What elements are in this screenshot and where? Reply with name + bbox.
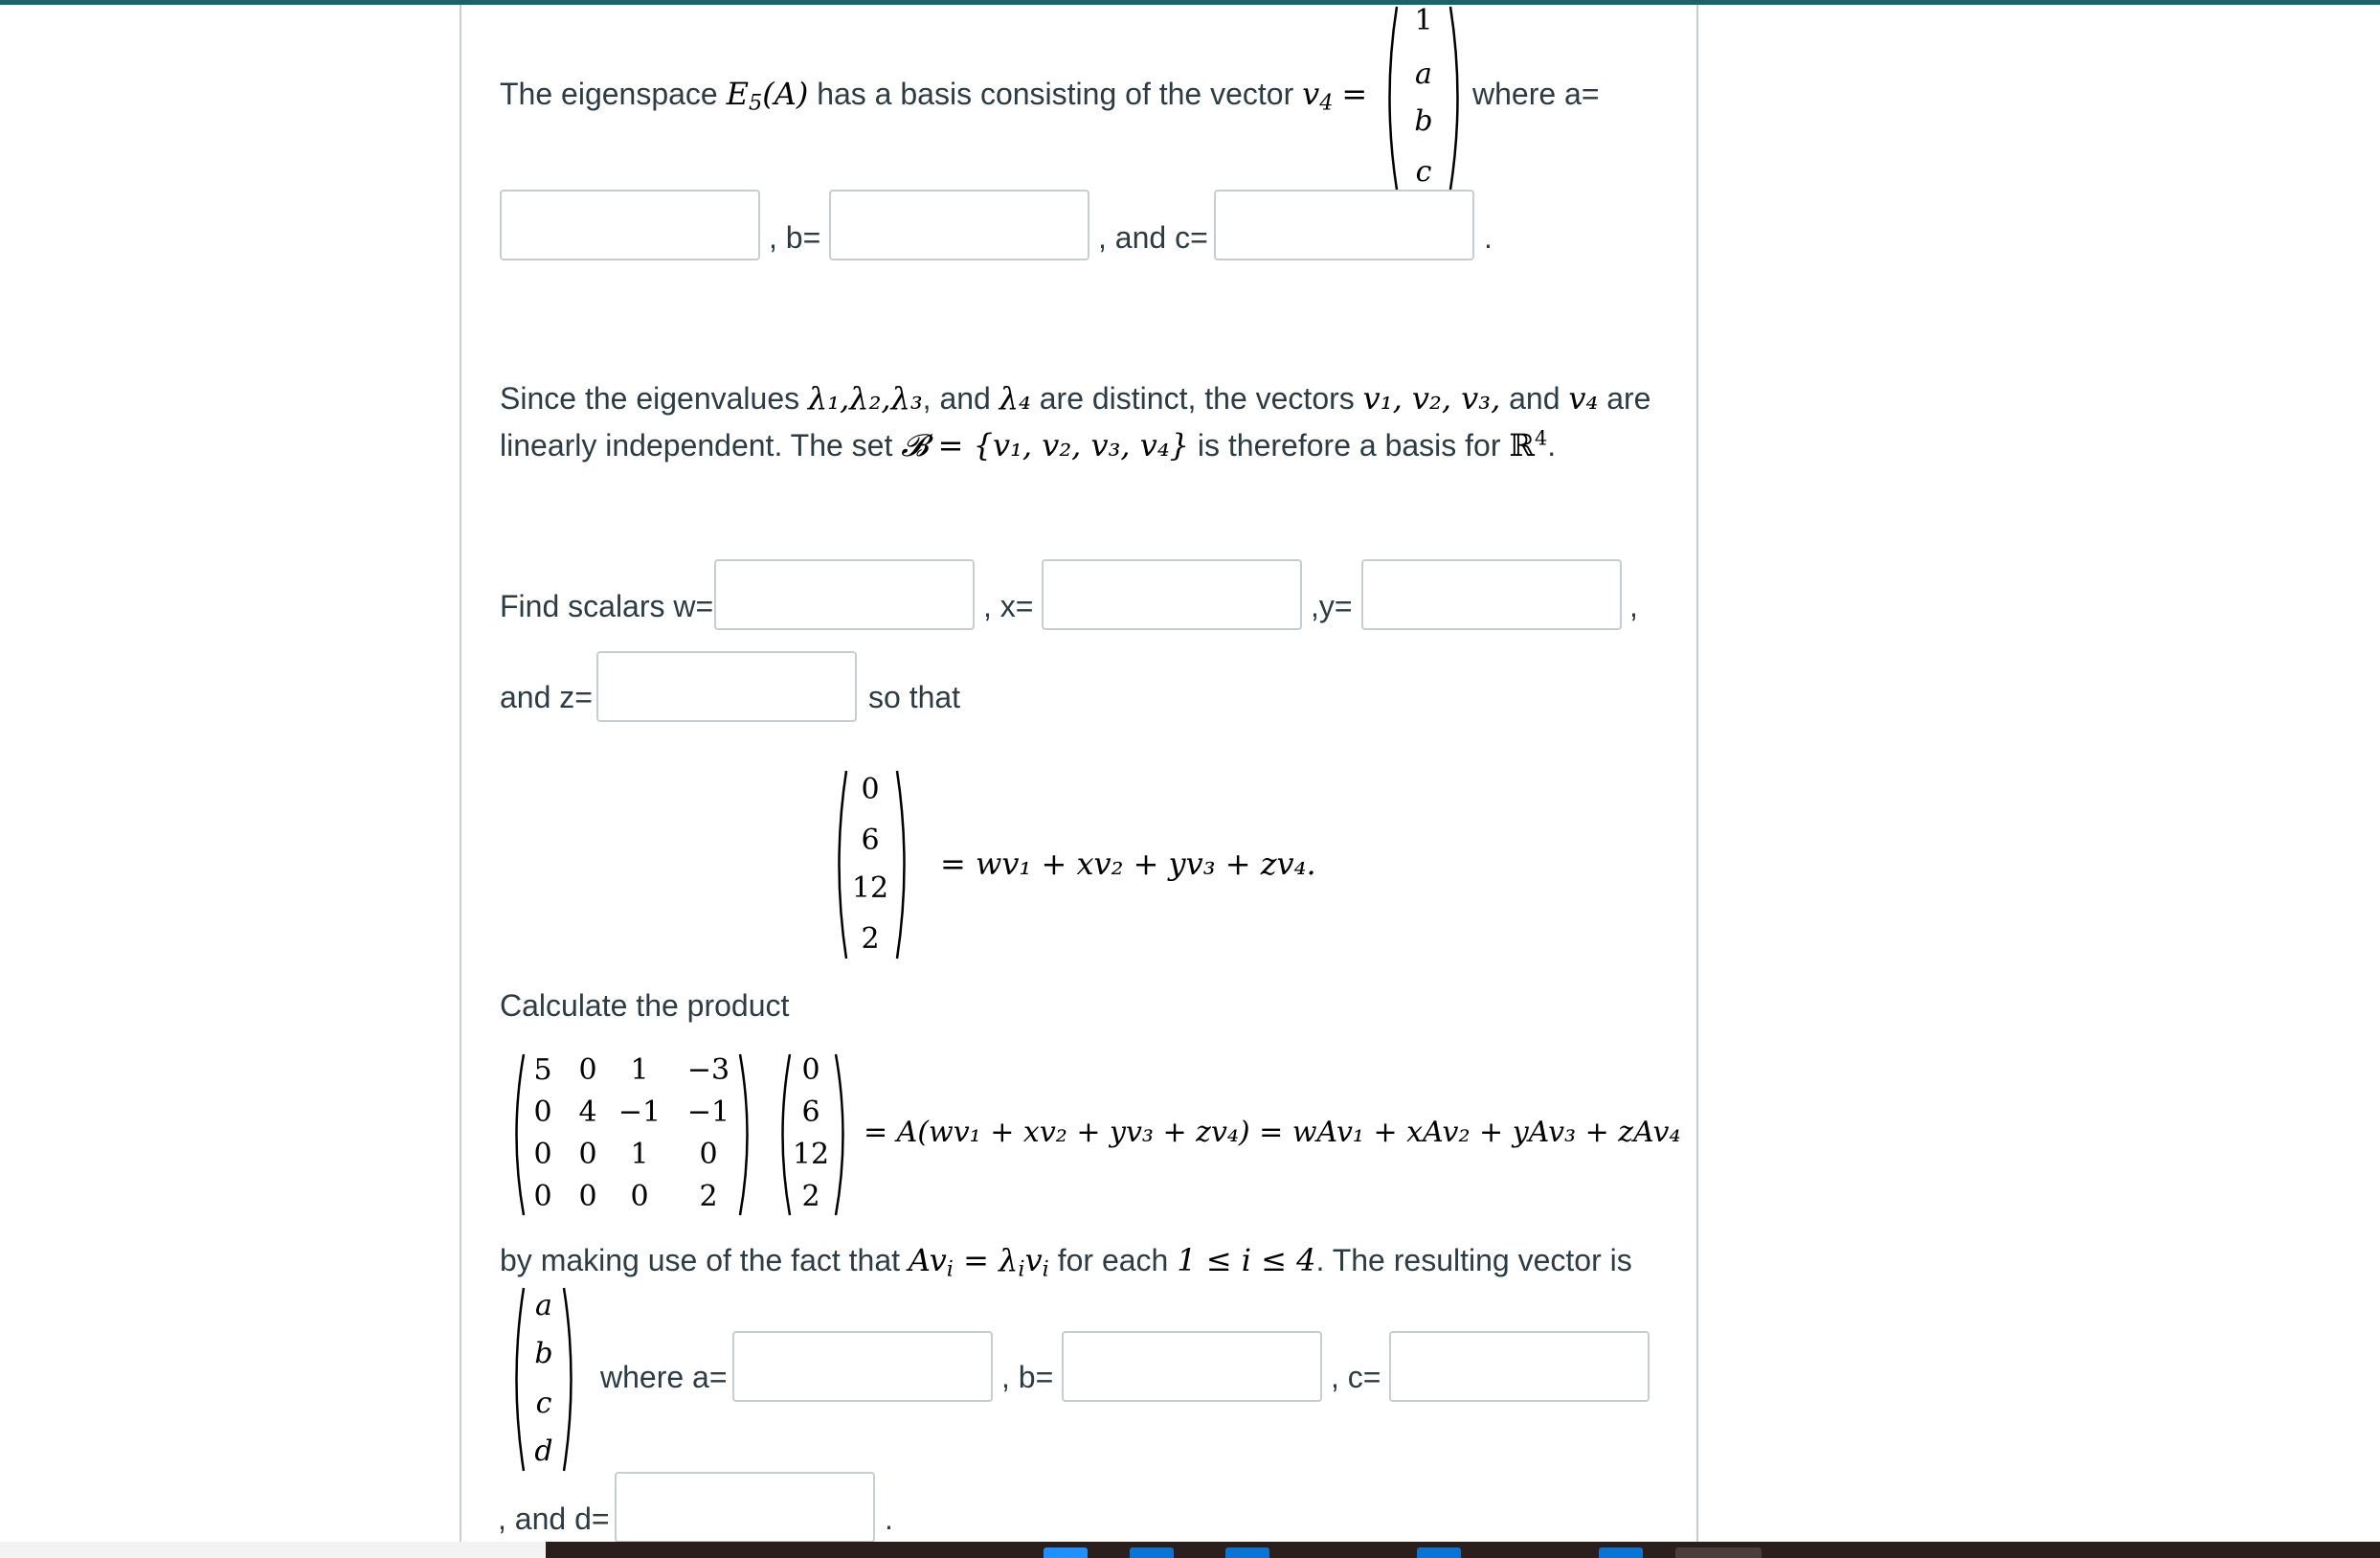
q1-vector-entry: 1 — [1414, 4, 1433, 37]
q1-text — [500, 76, 1368, 116]
eigenvalue-4: λ₄ — [999, 380, 1031, 417]
product-vector-right-paren — [833, 1052, 852, 1217]
product-vector-entry: 2 — [801, 1180, 820, 1213]
result-b-input[interactable] — [1062, 1331, 1322, 1402]
w-input[interactable] — [714, 559, 975, 630]
target-vector-right-paren — [894, 769, 913, 960]
q1-where-label: where a= — [1472, 77, 1600, 111]
result-vector-entry: b — [534, 1337, 553, 1370]
q1-middle: has a basis consisting of the vector — [817, 77, 1294, 111]
matrix-cell: −1 — [617, 1095, 662, 1129]
q1-vector-entry: a — [1415, 57, 1432, 91]
taskbar-app-icon[interactable] — [1225, 1547, 1269, 1558]
y-input[interactable] — [1361, 559, 1622, 630]
q1-a-input[interactable] — [500, 190, 760, 260]
matrix-cell: 0 — [578, 1180, 597, 1213]
result-d-input[interactable] — [615, 1472, 875, 1543]
para-line-2: linearly independent. The set 𝓑 = {v₁, v₂, v₃, v₄} is therefore a basis for ℝ$^4$. — [500, 426, 1557, 463]
q1-c-label: , and c= — [1098, 220, 1208, 255]
target-vector-entry: 0 — [861, 773, 880, 806]
matrix-cell: 0 — [533, 1180, 552, 1213]
result-vector-entry: d — [534, 1434, 553, 1468]
matrix-cell: 0 — [533, 1138, 552, 1171]
result-a-input[interactable] — [732, 1331, 993, 1402]
eigenvalues-list: λ₁,λ₂,λ₃ — [808, 380, 923, 417]
matrix-cell: 0 — [533, 1095, 552, 1129]
index-range: 1 ≤ i ≤ 4 — [1177, 1242, 1316, 1278]
matrix-cell: −3 — [686, 1053, 730, 1087]
question-panel — [460, 5, 1698, 1542]
so-that-label: so that — [868, 680, 961, 714]
taskbar-app-icon[interactable] — [1417, 1547, 1461, 1558]
taskbar-app-icon[interactable] — [1599, 1547, 1643, 1558]
product-equation: = A(wv₁ + xv₂ + yv₃ + zv₄) = wAv₁ + xAv₂ + yAv₃ + zAv₄ — [864, 1116, 1681, 1149]
matrix-cell: 0 — [630, 1180, 649, 1213]
basis-set: 𝓑 = {v₁, v₂, v₃, v₄} — [901, 427, 1190, 463]
q1-vector-entry: b — [1414, 104, 1433, 138]
product-vector-entry: 12 — [792, 1138, 830, 1171]
z-input[interactable] — [596, 651, 857, 722]
q1-b-label: , b= — [769, 220, 821, 255]
product-vector-entry: 6 — [801, 1095, 820, 1129]
result-c-input[interactable] — [1389, 1331, 1650, 1402]
matrix-cell: −1 — [686, 1095, 730, 1129]
q1-vector-right-paren — [1448, 5, 1467, 192]
matrix-right-paren — [737, 1052, 756, 1217]
matrix-cell: 2 — [699, 1180, 718, 1213]
scalar-equation: = wv₁ + xv₂ + yv₃ + zv₄. — [940, 846, 1316, 882]
q1-eq: = — [1341, 76, 1368, 112]
q1-space: $E_5(A)$ — [726, 76, 809, 116]
fact-formula: $Av_i = \lambda_iv_i$ — [908, 1242, 1049, 1282]
q1-vector-left-paren — [1381, 5, 1400, 192]
taskbar-app-icon[interactable] — [1044, 1547, 1088, 1558]
r4-symbol: ℝ$^4$ — [1509, 426, 1548, 463]
result-vector-entry: c — [535, 1387, 552, 1420]
result-vector-right-paren — [561, 1286, 580, 1473]
x-label: , x= — [983, 589, 1034, 623]
and-z-label: and z= — [500, 680, 593, 714]
result-end: . — [885, 1502, 893, 1536]
result-d-label: , and d= — [498, 1502, 610, 1536]
result-c-label: , c= — [1331, 1360, 1381, 1394]
y-comma: , — [1629, 589, 1638, 623]
target-vector-entry: 2 — [861, 922, 880, 956]
target-vector-entry: 12 — [851, 871, 889, 905]
matrix-cell: 0 — [699, 1138, 718, 1171]
x-input[interactable] — [1042, 559, 1302, 630]
matrix-cell: 0 — [578, 1053, 597, 1087]
y-label: ,y= — [1311, 589, 1353, 623]
q1-end: . — [1484, 220, 1493, 255]
matrix-cell: 1 — [630, 1053, 649, 1087]
para-line-1: Since the eigenvalues λ₁,λ₂,λ₃, and λ₄ are distinct, the vectors v₁, v₂, v₃, and v₄ are — [500, 380, 1651, 417]
q1-c-input[interactable] — [1214, 190, 1474, 260]
vectors-list: v₁, v₂, v₃, — [1362, 380, 1501, 417]
vector-4: v₄ — [1568, 380, 1599, 417]
product-vector-entry: 0 — [801, 1053, 820, 1087]
q1-b-input[interactable] — [829, 190, 1089, 260]
q1-vector-entry: c — [1415, 155, 1432, 189]
q1-prefix: The eigenspace — [500, 77, 718, 111]
taskbar-active-app[interactable] — [1675, 1547, 1762, 1558]
matrix-cell: 0 — [578, 1138, 597, 1171]
matrix-cell: 5 — [533, 1053, 552, 1087]
taskbar — [546, 1542, 2380, 1558]
find-scalars-label: Find scalars w= — [500, 589, 714, 623]
result-vector-entry: a — [535, 1289, 552, 1322]
fact-line: by making use of the fact that $Av_i = \lambda_iv_i$ for each 1 ≤ i ≤ 4. The resulting vector is — [500, 1242, 1632, 1282]
matrix-cell: 4 — [578, 1095, 597, 1129]
q1-vec: $v_4$ — [1302, 76, 1334, 116]
result-b-label: , b= — [1001, 1360, 1054, 1394]
result-vector-left-paren — [507, 1286, 527, 1473]
matrix-cell: 1 — [630, 1138, 649, 1171]
target-vector-entry: 6 — [861, 824, 880, 857]
calculate-product-label: Calculate the product — [500, 988, 790, 1023]
taskbar-app-icon[interactable] — [1130, 1547, 1174, 1558]
result-where-label: where a= — [600, 1360, 728, 1394]
